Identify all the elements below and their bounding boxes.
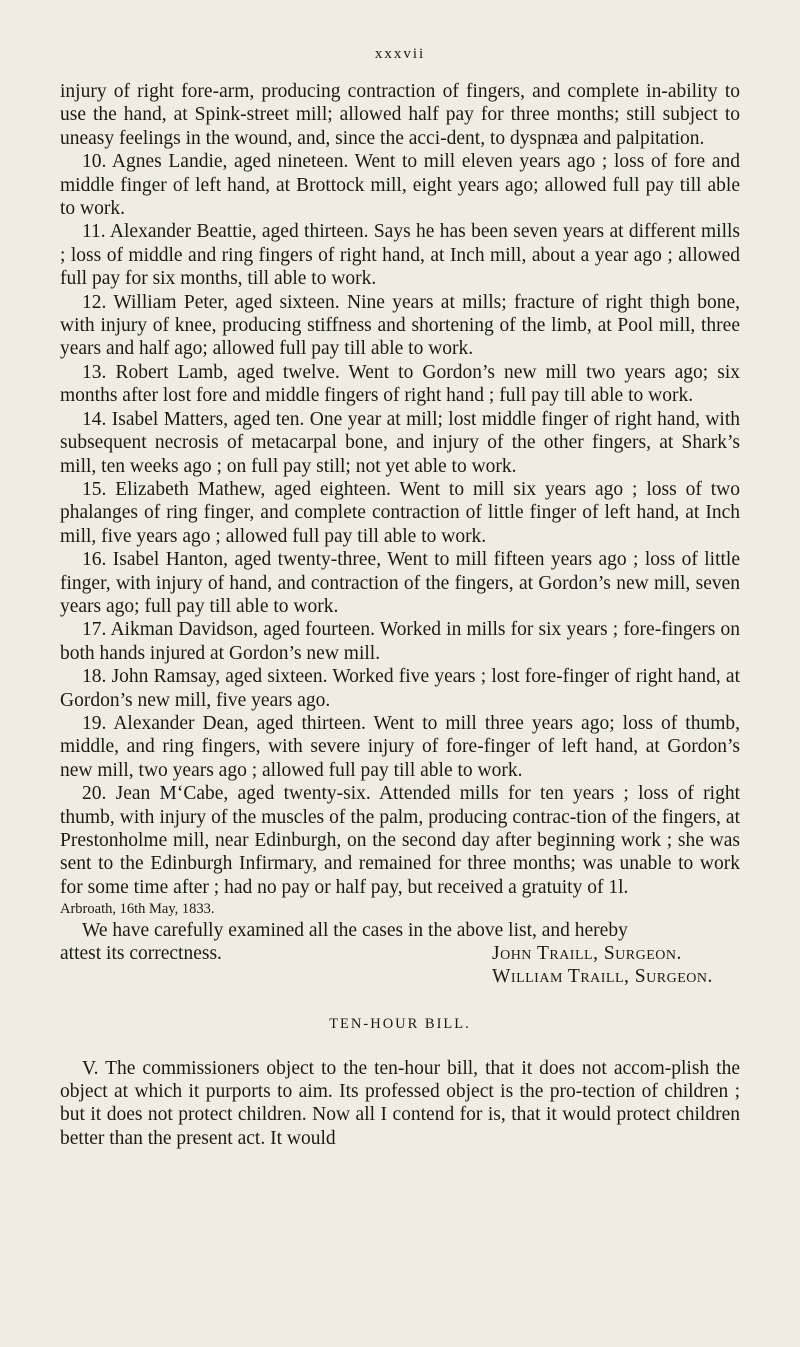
section-paragraph: V. The commissioners object to the ten-hour bill, that it does not accom-plish the object at which it purports to aim. Its professed object is the pro-tection of children ; but it does not protect children. Now all I contend for is, that it would protect children better than the present act. It would xyxy=(60,1057,740,1149)
attestation-line-2: attest its correctness. xyxy=(60,943,222,965)
signature-john-traill: John Traill, Surgeon. xyxy=(492,943,682,965)
continued-entry: injury of right fore-arm, producing contraction of fingers, and complete in-ability to use the hand, at Spink-street mill; allowed half pay for three months; still subject to uneasy feelings in the wound, and, since the acci-dent, to dyspnæa and palpitation. xyxy=(60,81,740,149)
case-entry-18: 18. John Ramsay, aged sixteen. Worked five years ; lost fore-finger of right hand, at Gordon’s new mill, five years ago. xyxy=(60,666,740,711)
page-text xyxy=(60,80,740,1150)
dateline: Arbroath, 16th May, 1833. xyxy=(60,901,215,918)
case-entry-17: 17. Aikman Davidson, aged fourteen. Worked in mills for six years ; fore-fingers on both hands injured at Gordon’s new mill. xyxy=(60,619,740,664)
case-entry-14: 14. Isabel Matters, aged ten. One year at mill; lost middle finger of right hand, with subsequent necrosis of metacarpal bone, and injury of the other fingers, at Shark’s mill, ten weeks ago ; on full pay still; not yet able to work. xyxy=(60,408,740,477)
case-entry-20: 20. Jean M‘Cabe, aged twenty-six. Attended mills for ten years ; loss of right thumb, with injury of the muscles of the palm, producing contrac-tion of the fingers, at Prestonholme mill, near Edinburgh, on the second day after beginning work ; she was sent to the Edinburgh Infirmary, and remained for three months; was unable to work for some time after ; had no pay or half pay, but received a gratuity of 1l. xyxy=(60,783,740,898)
case-entry-15: 15. Elizabeth Mathew, aged eighteen. Went to mill six years ago ; loss of two phalanges of ring finger, and complete contraction of little finger of left hand, at Inch mill, five years ago ; allowed full pay till able to work. xyxy=(60,478,740,547)
page-number: xxxvii xyxy=(374,46,426,62)
section-body xyxy=(60,1057,740,1151)
case-entry-13: 13. Robert Lamb, aged twelve. Went to Gordon’s new mill two years ago; six months after lost fore and middle fingers of right hand ; full pay till able to work. xyxy=(60,361,740,407)
case-entry-11: 11. Alexander Beattie, aged thirteen. Says he has been seven years at different mills ; loss of middle and ring fingers of right hand, at Inch mill, about a year ago ; allowed full pay for six months, till able to work. xyxy=(60,221,740,290)
attestation-line-1: We have carefully examined all the cases in the above list, and hereby xyxy=(82,920,628,942)
case-entry-10: 10. Agnes Landie, aged nineteen. Went to mill eleven years ago ; loss of fore and middle finger of left hand, at Brottock mill, eight years ago; allowed full pay till able to work. xyxy=(60,151,740,220)
case-entry-12: 12. William Peter, aged sixteen. Nine years at mills; fracture of right thigh bone, with injury of knee, producing stiffness and shortening of the limb, at Pool mill, three years and half ago; allowed full pay till able to work. xyxy=(60,291,740,360)
case-entry-19: 19. Alexander Dean, aged thirteen. Went to mill three years ago; loss of thumb, middle, and ring fingers, with severe injury of fore-finger of left hand, at Gordon’s new mill, two years ago ; allowed full pay till able to work. xyxy=(60,712,740,781)
signature-william-traill: William Traill, Surgeon. xyxy=(492,966,713,988)
section-heading: TEN-HOUR BILL. xyxy=(329,1016,471,1033)
case-entry-16: 16. Isabel Hanton, aged twenty-three, Went to mill fifteen years ago ; loss of little finger, with injury of hand, and contraction of the fingers, at Gordon’s new mill, seven years ago; full pay till able to work. xyxy=(60,549,740,617)
attestation xyxy=(60,919,740,991)
